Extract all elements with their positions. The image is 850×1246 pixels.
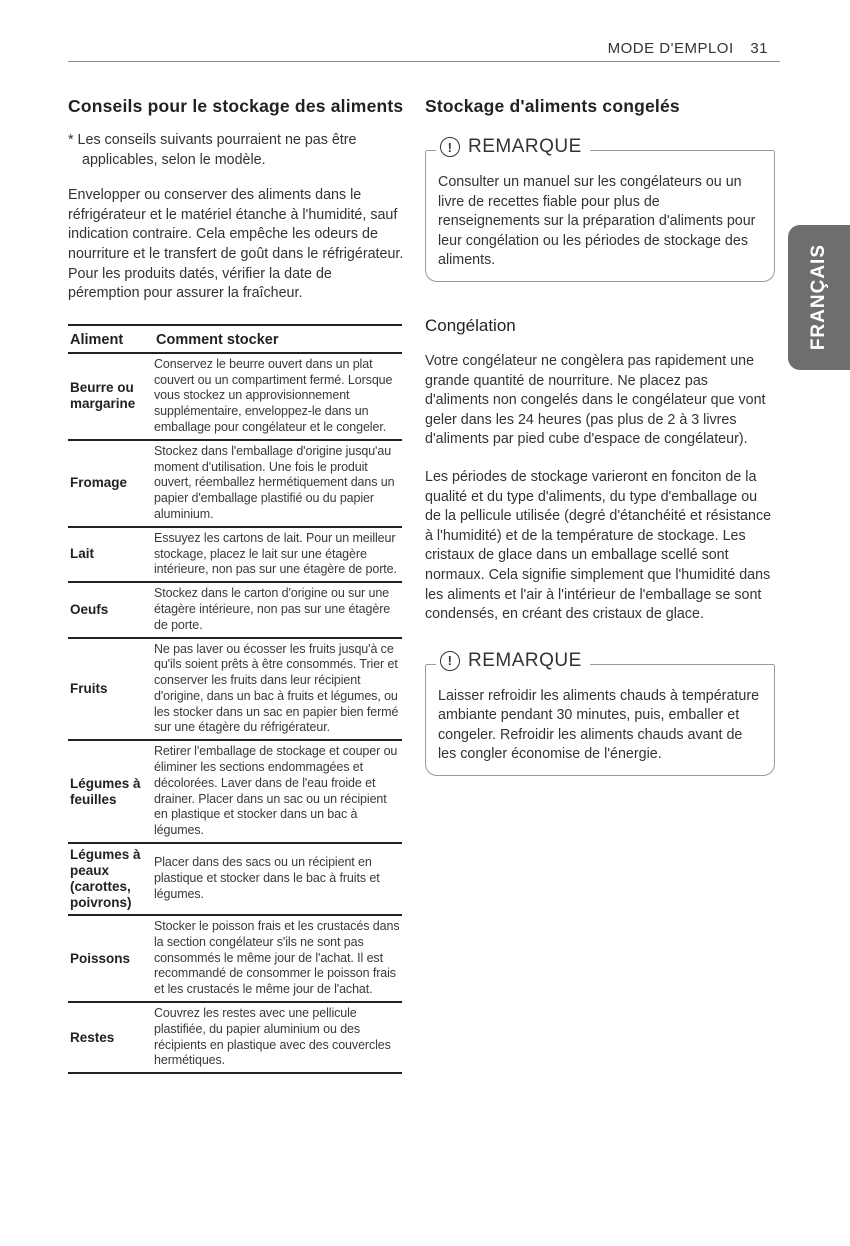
congelation-heading: Congélation <box>425 315 516 335</box>
remarque-box <box>425 136 775 282</box>
storage-instruction: Placer dans des sacs ou un récipient en plastique et stocker dans le bac à fruits et légumes. <box>154 843 402 915</box>
food-name: Poissons <box>68 915 154 1002</box>
storage-instruction: Stockez dans le carton d'origine ou sur une étagère intérieure, non pas sur une étagère de porte. <box>154 582 402 637</box>
remarque-text: Laisser refroidir les aliments chauds à température ambiante pendant 30 minutes, puis, emballer et congeler. Refroidir les aliments chauds avant de les congler économise de l'énergie. <box>438 687 760 763</box>
page-number: 31 <box>750 40 768 57</box>
right-column <box>425 96 775 776</box>
food-name: Légumes à feuilles <box>68 740 154 843</box>
column-header-how: Comment stocker <box>154 325 402 353</box>
frozen-storage-heading: Stockage d'aliments congelés <box>425 96 680 116</box>
storage-tips-heading: Conseils pour le stockage des aliments <box>68 96 404 116</box>
column-header-food: Aliment <box>68 325 154 353</box>
food-name: Restes <box>68 1002 154 1073</box>
remarque-header <box>436 650 590 672</box>
storage-instruction: Retirer l'emballage de stockage et couper ou éliminer les sections endommagées et décolorées. Laver dans de l'eau froide et drainer. Placer dans un sac ou un récipient en plastique et stocker dans un bac à légumes. <box>154 740 402 843</box>
storage-instruction: Stockez dans l'emballage d'origine jusqu'au moment d'utilisation. Une fois le produit ouvert, réemballez hermétiquement dans un papier d'emballage plastifié ou du papier aluminium. <box>154 440 402 527</box>
table-row <box>68 915 402 1002</box>
table-row <box>68 1002 402 1073</box>
table-row <box>68 740 402 843</box>
remarque-text: Consulter un manuel sur les congélateurs ou un livre de recettes fiable pour plus de renseignements sur la préparation d'aliments pour leur congélation ou les périodes de stockage des aliments. <box>438 174 756 269</box>
remarque-header <box>436 136 590 158</box>
remarque-box <box>425 649 775 776</box>
storage-instruction: Conservez le beurre ouvert dans un plat couvert ou un compartiment fermé. Lorsque vous stockez un approvisionnement supplémentaire, enveloppez-le dans un emballage pour congélateur et le congeler. <box>154 353 402 440</box>
table-header-row <box>68 325 402 353</box>
congelation-paragraph-2: Les périodes de stockage varieront en fonciton de la qualité et du type d'aliments, du type d'emballage ou de la pellicule utilisée (degré d'étanchéité et résistance à l'humidité) et de la température de stockage. Les cristaux de glace dans un emballage scellé sont normaux. Cela signifie simplement que l'humidité dans les aliments et l'air à l'intérieur de l'emballage se sont condensés, en créant des cristaux de glace. <box>425 468 772 623</box>
food-name: Oeufs <box>68 582 154 637</box>
left-column <box>68 96 404 1074</box>
language-tab <box>788 225 850 370</box>
table-row <box>68 582 402 637</box>
table-row <box>68 638 402 741</box>
remarque-label: REMARQUE <box>468 136 582 157</box>
storage-intro: Envelopper ou conserver des aliments dans le réfrigérateur et le matériel étanche à l'humidité, sauf indication contraire. Cela empêche les odeurs de nourriture et le transfert de goût dans le réfrigérateur. Pour les produits datés, vérifier la date de péremption pour assurer la fraîcheur. <box>68 187 404 302</box>
food-name: Beurre ou margarine <box>68 353 154 440</box>
storage-instruction: Essuyez les cartons de lait. Pour un meilleur stockage, placez le lait sur une étagère intérieure, non pas sur une étagère de porte. <box>154 527 402 582</box>
food-name: Fromage <box>68 440 154 527</box>
congelation-paragraph-1: Votre congélateur ne congèlera pas rapidement une grande quantité de nourriture. Ne placez pas d'aliments non congelés dans le congélateur que vont geler dans les 24 heures (pas plus de 2 à 3 livres d'aliments par pied cube d'espace de congélateur). <box>425 352 766 448</box>
page-header <box>608 40 768 57</box>
storage-instruction: Ne pas laver ou écosser les fruits jusqu'à ce qu'ils soient prêts à être consommés. Trier et conserver les fruits dans leur récipient d'origine, dans un bac à fruits et légumes, ou les stocker dans un sac en papier bien fermé sur une étagère du réfrigérateur. <box>154 638 402 741</box>
storage-instruction: Stocker le poisson frais et les crustacés dans la section congélateur s'ils ne sont pas consommés le même jour de l'achat. Il est recommandé de consommer le poisson frais et les crustacés le même jour de l'achat. <box>154 915 402 1002</box>
header-rule <box>68 61 780 62</box>
language-tab-label: FRANÇAIS <box>808 244 829 351</box>
food-name: Lait <box>68 527 154 582</box>
model-note: * Les conseils suivants pourraient ne pas être applicables, selon le modèle. <box>68 132 357 168</box>
exclamation-icon: ! <box>440 651 460 671</box>
table-row <box>68 843 402 915</box>
food-name: Légumes à peaux (carottes, poivrons) <box>68 843 154 915</box>
header-title: MODE D'EMPLOI <box>607 40 734 57</box>
table-row <box>68 527 402 582</box>
table-row <box>68 440 402 527</box>
exclamation-icon: ! <box>440 137 460 157</box>
food-name: Fruits <box>68 638 154 741</box>
remarque-label: REMARQUE <box>468 649 582 671</box>
table-row <box>68 353 402 440</box>
storage-instruction: Couvrez les restes avec une pellicule plastifiée, du papier aluminium ou des récipients en plastique avec des couvercles hermétiques. <box>154 1002 402 1073</box>
storage-table <box>68 324 402 1074</box>
